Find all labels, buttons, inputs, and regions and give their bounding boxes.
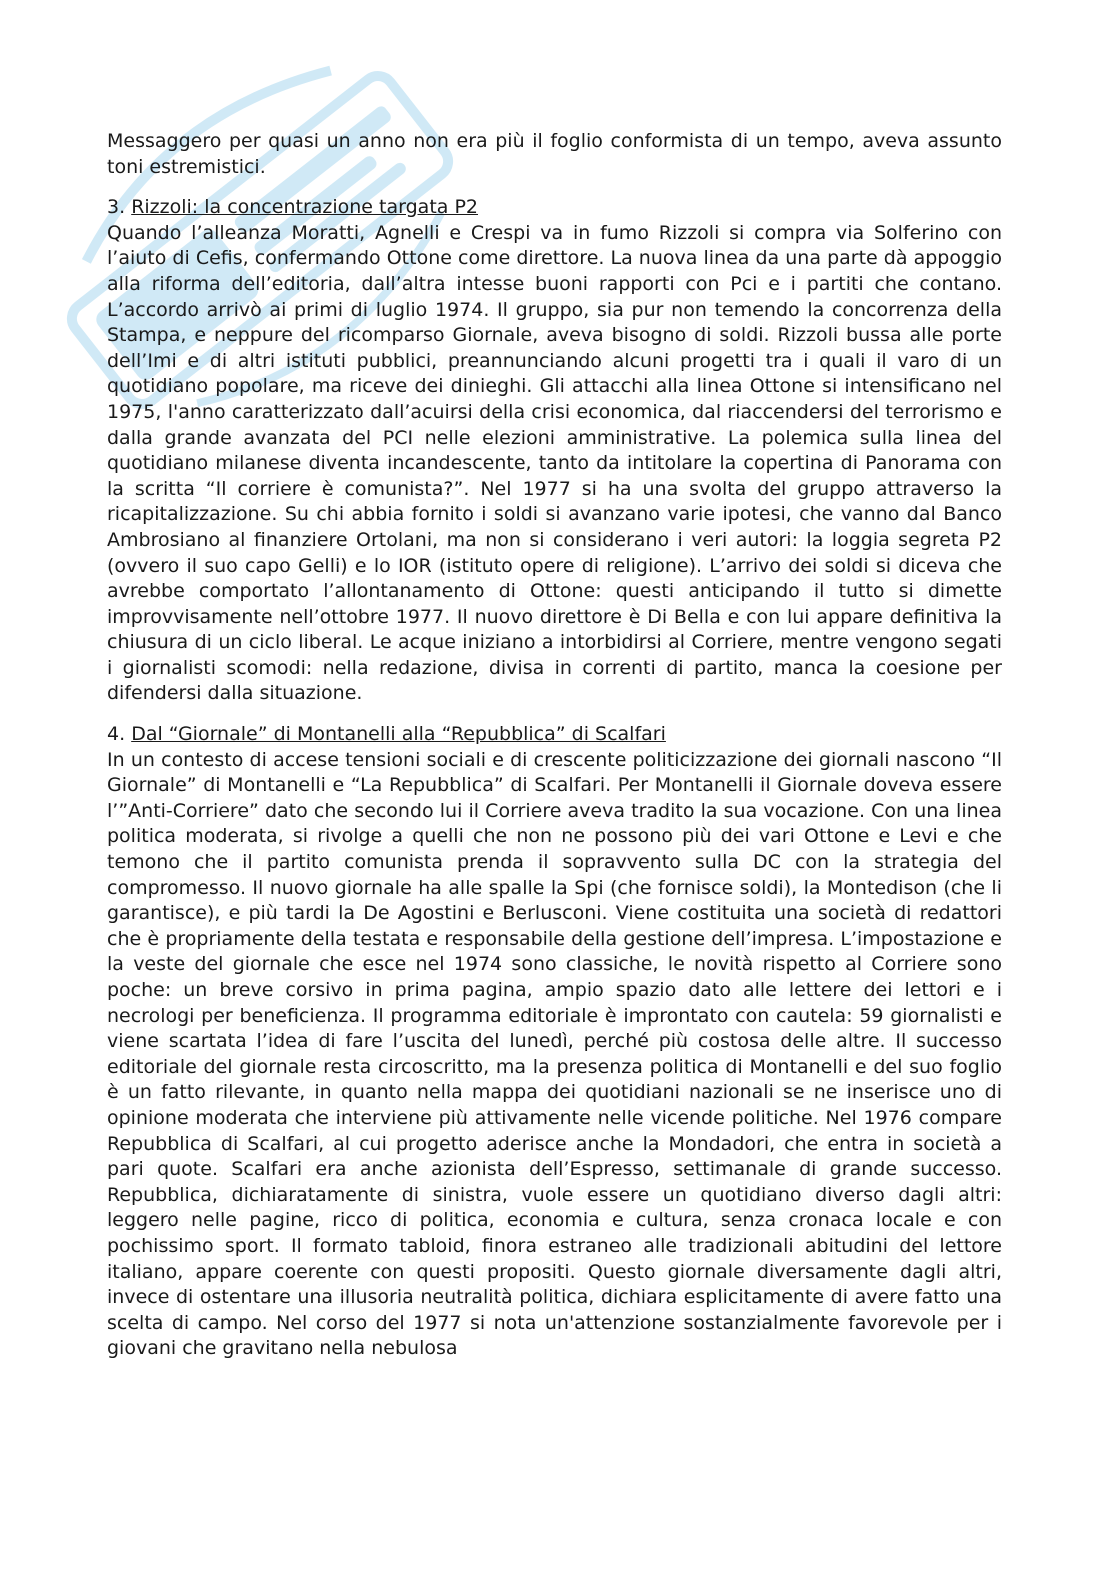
section-3-heading [107,195,1002,221]
section-3-title: Rizzoli: la concentrazione targata P2 [131,196,478,219]
section-4-body: In un contesto di accese tensioni sociali e di crescente politicizzazione dei giornali nascono “Il Giornale” di Montanelli e “La Repubblica” di Scalfari. Per Montanelli il Giornale doveva essere l’”Anti-Corriere” dato che secondo lui il Corriere aveva tradito la sua vocazione. Con una linea politica moderata, si rivolge a quelli che non ne possono più dei vari Ottone e Levi e che temono che il partito comunista prenda il sopravvento sulla DC con la strategia del compromesso. Il nuovo giornale ha alle spalle la Spi (che fornisce soldi), la Montedison (che li garantisce), e più tardi la De Agostini e Berlusconi. Viene costituita una società di redattori che è propriamente della testata e responsabile della gestione dell’impresa. L’impostazione e la veste del giornale che esce nel 1974 sono classiche, le novità rispetto al Corriere sono poche: un breve corsivo in prima pagina, ampio spazio dato alle lettere dei lettori e i necrologi per beneficienza. Il programma editoriale è improntato con cautela: 59 giornalisti e viene scartata l’idea di fare l’uscita del lunedì, perché più costosa delle altre. Il successo editoriale del giornale resta circoscritto, ma la presenza politica di Montanelli e del suo foglio è un fatto rilevante, in quanto nella mappa dei quotidiani nazionali se ne inserisce uno di opinione moderata che interviene più attivamente nelle vicende politiche. Nel 1976 compare Repubblica di Scalfari, al cui progetto aderisce anche la Mondadori, che entra in società a pari quote. Scalfari era anche azionista dell’Espresso, settimanale di grande successo. Repubblica, dichiaratamente di sinistra, vuole essere un quotidiano diverso dagli altri: leggero nelle pagine, ricco di politica, economia e cultura, senza cronaca locale e con pochissimo sport. Il formato tabloid, finora estraneo alle tradizionali abitudini del lettore italiano, appare coerente con questi propositi. Questo giornale diversamente dagli altri, invece di ostentare una illusoria neutralità politica, dichiara esplicitamente di avere fatto una scelta di campo. Nel corso del 1977 si nota un'attenzione sostanzialmente favorevole per i giovani che gravitano nella nebulosa [107,748,1002,1360]
section-3-number: 3. [107,196,126,219]
intro-paragraph: Messaggero per quasi un anno non era più il foglio conformista di un tempo, aveva assunto toni estremistici. [107,130,1002,178]
section-3-body: Quando l’alleanza Moratti, Agnelli e Crespi va in fumo Rizzoli si compra via Solferino con l’aiuto di Cefis, confermando Ottone come direttore. La nuova linea da una parte dà appoggio alla riforma dell’editoria, dall’altra intesse buoni rapporti con Pci e i partiti che contano. L’accordo arrivò ai primi di luglio 1974. Il gruppo, sia pur non temendo la concorrenza della Stampa, e neppure del ricomparso Giornale, aveva bisogno di soldi. Rizzoli bussa alle porte dell’Imi e di altri istituti pubblici, preannunciando alcuni progetti tra i quali il varo di un quotidiano popolare, ma riceve dei dinieghi. Gli attacchi alla linea Ottone si intensificano nel 1975, l'anno caratterizzato dall’acuirsi della crisi economica, dal riaccendersi del terrorismo e dalla grande avanzata del PCI nelle elezioni amministrative. La polemica sulla linea del quotidiano milanese diventa incandescente, tanto da intitolare la copertina di Panorama con la scritta “Il corriere è comunista?”. Nel 1977 si ha una svolta del gruppo attraverso la ricapitalizzazione. Su chi abbia fornito i soldi si avanzano varie ipotesi, che vanno dal Banco Ambrosiano al finanziere Ortolani, ma non si considerano i veri autori: la loggia segreta P2 (ovvero il suo capo Gelli) e lo IOR (istituto opere di religione). L’arrivo dei soldi si diceva che avrebbe comportato l’allontanamento di Ottone: questi anticipando il tutto si dimette improvvisamente nell’ottobre 1977. Il nuovo direttore è Di Bella e con lui appare definitiva la chiusura di un ciclo liberal. Le acque iniziano a intorbidirsi al Corriere, mentre vengono segati i giornalisti scomodi: nella redazione, divisa in correnti di partito, manca la coesione per difendersi dalla situazione. [107,221,1002,705]
section-4-title: Dal “Giornale” di Montanelli alla “Repubblica” di Scalfari [131,723,666,746]
section-4-heading [107,722,1002,748]
section-4-number: 4. [107,723,126,746]
document-body [107,129,1002,1362]
